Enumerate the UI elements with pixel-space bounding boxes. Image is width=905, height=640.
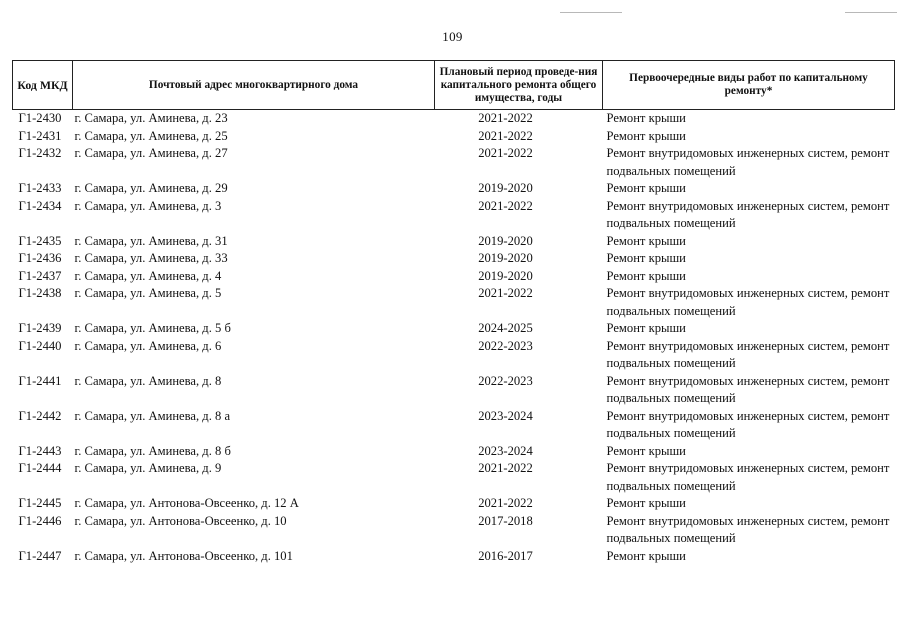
cell-code: Г1-2438 xyxy=(18,286,62,300)
cell-address: г. Самара, ул. Аминева, д. 31 xyxy=(74,233,228,248)
cell-works: Ремонт внутридомовых инженерных систем, ремонт подвальных помещений xyxy=(606,198,890,230)
cell-period: 2021-2022 xyxy=(478,286,533,300)
cell-works: Ремонт крыши xyxy=(606,181,686,195)
table-row xyxy=(13,128,895,146)
cell-address: г. Самара, ул. Аминева, д. 23 xyxy=(74,111,228,125)
cell-period: 2019-2020 xyxy=(478,251,533,265)
cell-code: Г1-2432 xyxy=(18,146,62,160)
table-header-row xyxy=(13,61,895,110)
cell-address: г. Самара, ул. Антонова-Овсеенко, д. 12 А xyxy=(74,496,299,510)
header-period: Плановый период проведе-ния капитального ремонта общего имущества, годы xyxy=(435,61,603,110)
cell-works: Ремонт внутридомовых инженерных систем, ремонт подвальных помещений xyxy=(606,146,890,178)
cell-address: г. Самара, ул. Аминева, д. 33 xyxy=(74,251,228,265)
table-row xyxy=(13,250,895,268)
cell-period: 2021-2022 xyxy=(478,128,533,143)
table-row xyxy=(13,145,895,180)
cell-code: Г1-2434 xyxy=(18,198,62,213)
cell-code: Г1-2442 xyxy=(18,408,62,423)
cell-code: Г1-2443 xyxy=(18,443,62,458)
header-code: Код МКД xyxy=(13,61,73,110)
cell-address: г. Самара, ул. Аминева, д. 3 xyxy=(74,198,222,213)
cell-works: Ремонт крыши xyxy=(606,321,686,335)
cell-address: г. Самара, ул. Аминева, д. 25 xyxy=(74,128,228,143)
cell-works: Ремонт крыши xyxy=(606,111,686,125)
cell-period: 2021-2022 xyxy=(478,198,533,213)
cell-works: Ремонт крыши xyxy=(606,548,686,563)
cell-works: Ремонт внутридомовых инженерных систем, ремонт подвальных помещений xyxy=(606,338,890,370)
scan-artifact-line xyxy=(845,12,897,13)
cell-period: 2021-2022 xyxy=(478,146,533,160)
cell-period: 2021-2022 xyxy=(478,111,533,125)
cell-code: Г1-2430 xyxy=(18,111,62,125)
cell-address: г. Самара, ул. Аминева, д. 5 xyxy=(74,286,222,300)
cell-address: г. Самара, ул. Аминева, д. 8 а xyxy=(74,408,231,423)
header-works: Первоочередные виды работ по капитальному ремонту* xyxy=(603,61,895,110)
cell-code: Г1-2441 xyxy=(18,373,62,388)
table-row xyxy=(13,495,895,513)
cell-address: г. Самара, ул. Аминева, д. 27 xyxy=(74,146,228,160)
table-body xyxy=(13,110,895,566)
table-row xyxy=(13,338,895,373)
table-row xyxy=(13,513,895,548)
cell-code: Г1-2435 xyxy=(18,233,62,248)
cell-address: г. Самара, ул. Аминева, д. 6 xyxy=(74,338,222,353)
table-row xyxy=(13,320,895,338)
table-row xyxy=(13,180,895,198)
cell-works: Ремонт крыши xyxy=(606,128,686,143)
capital-repair-table xyxy=(12,60,895,565)
cell-code: Г1-2437 xyxy=(18,268,62,283)
cell-period: 2019-2020 xyxy=(478,268,533,283)
cell-code: Г1-2436 xyxy=(18,251,62,265)
table-row xyxy=(13,233,895,251)
cell-address: г. Самара, ул. Аминева, д. 4 xyxy=(74,268,222,283)
cell-period: 2023-2024 xyxy=(478,443,533,458)
cell-address: г. Самара, ул. Аминева, д. 8 xyxy=(74,373,222,388)
cell-works: Ремонт внутридомовых инженерных систем, ремонт подвальных помещений xyxy=(606,461,890,493)
cell-works: Ремонт внутридомовых инженерных систем, ремонт подвальных помещений xyxy=(606,373,890,405)
table-row xyxy=(13,373,895,408)
cell-code: Г1-2447 xyxy=(18,548,62,563)
scan-artifact-line xyxy=(560,12,622,13)
cell-period: 2021-2022 xyxy=(478,496,533,510)
table-row xyxy=(13,110,895,128)
table-row xyxy=(13,443,895,461)
cell-works: Ремонт крыши xyxy=(606,251,686,265)
cell-address: г. Самара, ул. Аминева, д. 8 б xyxy=(74,443,231,458)
cell-code: Г1-2433 xyxy=(18,181,62,195)
cell-period: 2023-2024 xyxy=(478,408,533,423)
page-number: 109 xyxy=(442,29,463,44)
table-row xyxy=(13,408,895,443)
cell-works: Ремонт внутридомовых инженерных систем, ремонт подвальных помещений xyxy=(606,286,890,318)
cell-address: г. Самара, ул. Аминева, д. 29 xyxy=(74,181,228,195)
header-address: Почтовый адрес многоквартирного дома xyxy=(73,61,435,110)
table-row xyxy=(13,198,895,233)
cell-works: Ремонт крыши xyxy=(606,443,686,458)
cell-address: г. Самара, ул. Аминева, д. 9 xyxy=(74,461,222,475)
cell-works: Ремонт крыши xyxy=(606,496,686,510)
cell-period: 2019-2020 xyxy=(478,233,533,248)
cell-works: Ремонт внутридомовых инженерных систем, ремонт подвальных помещений xyxy=(606,408,890,440)
table-row xyxy=(13,268,895,286)
cell-works: Ремонт внутридомовых инженерных систем, ремонт подвальных помещений xyxy=(606,513,890,545)
cell-address: г. Самара, ул. Антонова-Овсеенко, д. 101 xyxy=(74,548,293,563)
cell-code: Г1-2444 xyxy=(18,461,62,475)
cell-period: 2016-2017 xyxy=(478,548,533,563)
cell-period: 2022-2023 xyxy=(478,373,533,388)
cell-period: 2024-2025 xyxy=(478,321,533,335)
cell-code: Г1-2440 xyxy=(18,338,62,353)
cell-period: 2022-2023 xyxy=(478,338,533,353)
table-row xyxy=(13,548,895,566)
table-row xyxy=(13,460,895,495)
cell-code: Г1-2445 xyxy=(18,496,62,510)
cell-address: г. Самара, ул. Аминева, д. 5 б xyxy=(74,321,231,335)
cell-code: Г1-2439 xyxy=(18,321,62,335)
cell-period: 2019-2020 xyxy=(478,181,533,195)
table-row xyxy=(13,285,895,320)
cell-works: Ремонт крыши xyxy=(606,268,686,283)
cell-works: Ремонт крыши xyxy=(606,233,686,248)
cell-period: 2021-2022 xyxy=(478,461,533,475)
cell-code: Г1-2446 xyxy=(18,513,62,528)
cell-period: 2017-2018 xyxy=(478,513,533,528)
cell-address: г. Самара, ул. Антонова-Овсеенко, д. 10 xyxy=(74,513,287,528)
cell-code: Г1-2431 xyxy=(18,128,62,143)
